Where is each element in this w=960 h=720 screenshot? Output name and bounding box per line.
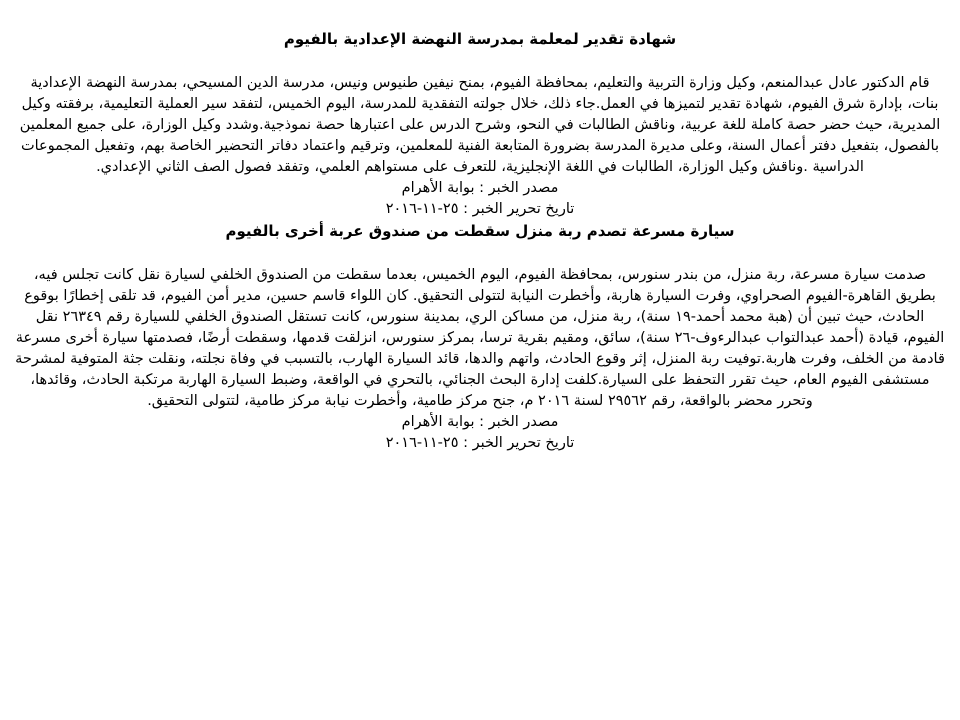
article-source: مصدر الخبر : بوابة الأهرام: [401, 414, 559, 430]
spacer: [14, 50, 946, 73]
article-body: صدمت سيارة مسرعة، ربة منزل، من بندر سنورس، بمحافظة الفيوم، اليوم الخميس، بعدما سقطت من الصندوق الخلفي لسيارة نقل كانت تجلس فيه، بطريق القاهرة-الفيوم الصحراوي، وفرت السيارة هاربة، وأخطرت النيابة لتتولى التحقيق. كان اللواء قاسم حسين، مدير أمن الفيوم، قد تلقى إخطارًا بوقوع الحادث، حيث تبين أن (هبة محمد أحمد-١٩ سنة)، ربة منزل، من مساكن الري، بمدينة سنورس، كانت تستقل الصندوق الخلفي للسيارة رقم ٢٦٣٤٩ نقل الفيوم، قيادة (أحمد عبدالتواب عبدالرءوف-٢٦ سنة)، سائق، ومقيم بقرية ترسا، بمركز سنورس، انزلقت قدمها، وسقطت أرضًا، فصدمتها سيارة أخرى مسرعة قادمة من الخلف، وفرت هاربة.توفيت ربة المنزل، إثر وقوع الحادث، واتهم والدها، قائد السيارة الهارب، بالتسبب في وفاة نجلته، ونقلت جثة المتوفية لمشرحة مستشفى الفيوم العام، حيث تقرر التحفظ على السيارة.كلفت إدارة البحث الجنائي، بالتحري في الواقعة، وضبط السيارة الهاربة مرتكبة الحادث، وقائدها، وتحرر محضر بالواقعة، رقم ٢٩٥٦٢ لسنة ٢٠١٦ م، جنح مركز طامية، وأخطرت نيابة مركز طامية، لتتولى التحقيق.: [15, 267, 945, 409]
article-date: تاريخ تحرير الخبر : ٢٥-١١-٢٠١٦: [385, 201, 575, 217]
article-source: مصدر الخبر : بوابة الأهرام: [401, 180, 559, 196]
article-body: قام الدكتور عادل عبدالمنعم، وكيل وزارة التربية والتعليم، بمحافظة الفيوم، بمنح نيفين طنيوس ونيس، مدرسة الدين المسيحي، بمدرسة النهضة الإعدادية بنات، بإدارة شرق الفيوم، شهادة تقدير لتميزها في العمل.جاء ذلك، خلال جولته التفقدية للمدرسة، اليوم الخميس، لتفقد سير العملية التعليمية، برفقته وكيل المديرية، حيث حضر حصة كاملة للغة عربية، وناقش الطالبات في النحو، وشرح الدرس على اعتبارها حصة نموذجية.وشدد وكيل الوزارة، على جميع المعلمين بالفصول، بتفعيل دفتر أعمال السنة، وعلى مديرة المدرسة بضرورة المتابعة الفنية للمعلمين، وترقيم واعتماد دفاتر التحضير الخاصة بهم، وتفعيل المجموعات الدراسية .وناقش وكيل الوزارة، الطالبات في اللغة الإنجليزية، للتعرف على مستواهم العلمي، وتفقد فصول الصف الثاني الإعدادي.: [19, 75, 941, 175]
spacer: [14, 242, 946, 265]
article-accident: [14, 220, 946, 454]
article-headline: سيارة مسرعة تصدم ربة منزل سقطت من صندوق عربة أخرى بالفيوم: [225, 222, 735, 240]
news-document: [14, 28, 946, 454]
article-date: تاريخ تحرير الخبر : ٢٥-١١-٢٠١٦: [385, 435, 575, 451]
article-headline: شهادة تقدير لمعلمة بمدرسة النهضة الإعدادية بالفيوم: [283, 30, 677, 48]
article-certificate: [14, 28, 946, 220]
